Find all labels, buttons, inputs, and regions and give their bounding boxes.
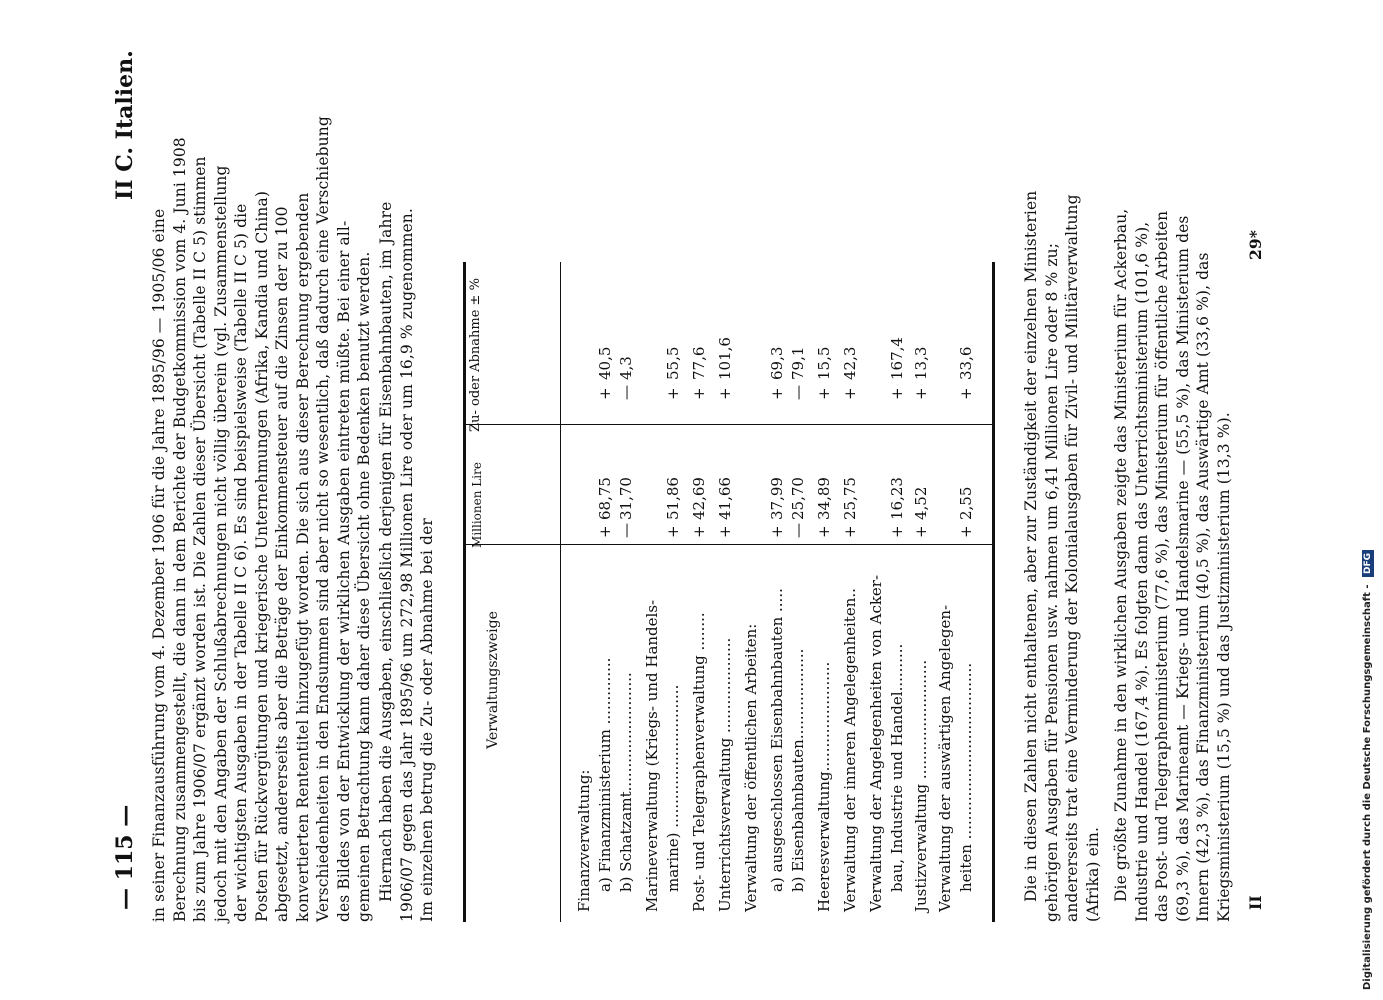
change-sign: +	[815, 387, 833, 400]
change-value: 55,5	[664, 346, 682, 380]
change-sign: +	[957, 387, 975, 400]
paragraph1-line: Verschiedenheiten in den Endsummen sind aber nicht so wesentlich, daß dadurch eine Verschiebung	[314, 116, 332, 922]
change-value: 69,3	[768, 346, 786, 380]
paragraph4-line: Die größte Zunahme in den wirklichen Ausgaben zeigte das Ministerium für Ackerbau,	[1112, 208, 1130, 902]
table-row	[768, 260, 790, 920]
table-row	[690, 260, 712, 920]
table-row	[888, 260, 910, 920]
dfg-sidebar	[1360, 10, 1380, 990]
lire-sign: +	[815, 525, 833, 538]
row-label: Finanzverwaltung:	[575, 769, 593, 912]
table-row	[742, 260, 764, 920]
row-label: Verwaltung der Angelegenheiten von Acker-	[867, 574, 885, 912]
row-label: Marineverwaltung (Kriegs- und Handels-	[643, 599, 661, 912]
table-row	[789, 260, 811, 920]
lire-value: 51,86	[664, 477, 682, 520]
table-row	[815, 260, 837, 920]
change-value: 42,3	[841, 346, 859, 380]
change-value: 4,3	[617, 356, 635, 380]
row-label: b) Schatzamt.........................	[617, 672, 635, 892]
dfg-credit-text: Digitalisierung gefördert durch die Deutsche Forschungsgemeinschaft -	[1362, 584, 1373, 990]
lire-sign: +	[888, 525, 906, 538]
row-label: Verwaltung der auswärtigen Angelegen-	[936, 604, 954, 912]
change-value: 15,5	[815, 346, 833, 380]
change-value: 167,4	[888, 337, 906, 380]
paragraph2-line: Hiernach haben die Ausgaben, einschließlich derjenigen für Eisenbahnbauten, im Jahre	[377, 201, 395, 902]
change-value: 33,6	[957, 346, 975, 380]
paragraph3-line: andererseits trat eine Verminderung der Kolonialausgaben für Zivil- und Militärverwaltung	[1063, 194, 1081, 922]
lire-sign: —	[617, 523, 635, 538]
row-label: Heeresverwaltung.......................	[815, 661, 833, 912]
table-bottom-rule	[992, 262, 995, 922]
paragraph4-line: Innern (42,3 %), das Finanzministerium (40,5 %), das Auswärtige Amt (33,6 %), das	[1194, 252, 1212, 922]
paragraph2-line: 1906/07 gegen das Jahr 1895/96 um 272,98 Millionen Lire oder um 16,9 % zugenommen.	[397, 208, 416, 922]
lire-sign: +	[912, 525, 930, 538]
paragraph1-line: Posten für Rückvergütungen und kriegerische Unternehmungen (Afrika, Kandia und China)	[252, 190, 271, 922]
paragraph1-line: gemeinen Betrachtung kann daher diese Übersicht ohne Bedenken benutzt werden.	[355, 251, 373, 922]
change-value: 101,6	[716, 337, 734, 380]
lire-sign: +	[841, 525, 859, 538]
lire-sign: +	[664, 525, 682, 538]
table-top-rule	[463, 262, 466, 922]
row-label: Verwaltung der öffentlichen Arbeiten:	[742, 623, 760, 912]
paragraph3-line: Die in diesen Zahlen nicht enthaltenen, aber zur Zuständigkeit der einzelnen Ministerien	[1022, 190, 1040, 902]
table-row	[643, 260, 665, 920]
paragraph2-line: Im einzelnen betrug die Zu- oder Abnahme bei der	[418, 518, 436, 922]
lire-value: 68,75	[596, 477, 614, 520]
row-label: marine) ..............................	[664, 684, 682, 892]
table-row	[575, 260, 597, 920]
paragraph1-line: in seiner Finanzausführung vom 4. Dezember 1906 für die Jahre 1895/96 — 1905/06 eine	[150, 208, 168, 922]
change-value: 79,1	[789, 346, 807, 380]
lire-value: 31,70	[617, 477, 635, 520]
table-row	[716, 260, 738, 920]
row-label: Justizverwaltung .........................	[912, 659, 930, 912]
change-sign: +	[664, 387, 682, 400]
row-label: Unterrichtsverwaltung ....................	[716, 637, 734, 912]
table-header-change: Zu- oder Abnahme ± %	[468, 278, 483, 432]
lire-sign: +	[690, 525, 708, 538]
lire-value: 42,69	[690, 477, 708, 520]
lire-value: 25,75	[841, 477, 859, 520]
dfg-logo: DFG	[1362, 550, 1374, 577]
paragraph1-line: Berechnung zusammengestellt, die dann in dem Berichte der Budgetkommission vom 4. Juni 1908	[170, 137, 189, 922]
change-sign: +	[888, 387, 906, 400]
lire-sign: —	[789, 523, 807, 538]
paragraph4-line: (69,3 %), das Marineamt — Kriegs- und Handelsmarine — (55,5 %), das Ministerium des	[1173, 215, 1192, 922]
change-value: 77,6	[690, 346, 708, 380]
lire-value: 37,99	[768, 477, 786, 520]
lire-sign: +	[768, 525, 786, 538]
paragraph3-line: gehörigen Ausgaben für Pensionen usw. nahmen um 6,41 Millionen Lire oder 8 % zu;	[1042, 242, 1061, 922]
change-sign: —	[789, 385, 807, 400]
row-label: b) Eisenbahnbauten...................	[789, 648, 807, 892]
change-sign: +	[768, 387, 786, 400]
table-header-rule	[560, 262, 561, 922]
paragraph4-line: Kriegsministerium (15,5 %) und das Justizministerium (13,3 %).	[1214, 412, 1233, 922]
table-header-lire: Millionen Lire	[470, 462, 484, 548]
change-sign: +	[716, 387, 734, 400]
section-title: II C. Italien.	[112, 50, 138, 200]
lire-value: 34,89	[815, 477, 833, 520]
paragraph1-line: der wichtigsten Ausgaben in der Tabelle II C 6). Es sind beispielsweise (Tabelle II C 5) die	[232, 203, 250, 922]
table-row	[912, 260, 934, 920]
table-row	[841, 260, 863, 920]
table-header-branch: Verwaltungszweige	[485, 611, 501, 749]
lire-value: 4,52	[912, 486, 930, 520]
sheet-mark: 29*	[1246, 230, 1265, 260]
paragraph1-line: des Bildes von der Entwicklung der wirklichen Ausgaben eintreten müßte. Bei einer all-	[334, 220, 353, 922]
lire-sign: +	[957, 525, 975, 538]
page-number: — 115 —	[112, 804, 138, 910]
lire-value: 16,23	[888, 477, 906, 520]
lire-value: 2,55	[957, 486, 975, 520]
paragraph1-line: konvertierten Rententitel hinzugefügt worden. Die sich aus dieser Berechnung ergebenden	[293, 192, 312, 922]
paragraph1-line: abgesetzt, andererseits aber die Beträge der Einkommensteuer auf die Zinsen der zu 100	[273, 206, 291, 922]
table-row	[936, 260, 958, 920]
change-value: 13,3	[912, 346, 930, 380]
row-label: a) Finanzministerium ..............	[596, 657, 614, 892]
row-label: Post- und Telegraphenverwaltung ........	[690, 612, 708, 912]
table-row	[596, 260, 618, 920]
row-label: Verwaltung der inneren Angelegenheiten..	[841, 588, 859, 912]
lire-sign: +	[716, 525, 734, 538]
change-sign: +	[841, 387, 859, 400]
change-value: 40,5	[596, 346, 614, 380]
lire-sign: +	[596, 525, 614, 538]
paragraph4-line: Industrie und Handel (167,4 %). Es folgten dann das Unterrichtsministerium (101,6 %),	[1132, 221, 1151, 922]
row-label: heiten .....................................	[957, 662, 975, 892]
table-row	[867, 260, 889, 920]
change-sign: +	[596, 387, 614, 400]
lire-value: 25,70	[789, 477, 807, 520]
table-row	[617, 260, 639, 920]
change-sign: —	[617, 385, 635, 400]
table-row	[664, 260, 686, 920]
row-label: bau, Industrie und Handel..........	[888, 643, 906, 892]
table-row	[957, 260, 979, 920]
paragraph1-line: jedoch mit den Angaben der Schlußabrechnungen nicht völlig überein (vgl. Zusammenstellung	[211, 165, 230, 922]
paragraph1-line: bis zum Jahre 1906/07 ergänzt worden ist. Die Zahlen dieser Übersicht (Tabelle II C 5) stimmen	[191, 156, 209, 922]
paragraph3-line: (Afrika) ein.	[1083, 826, 1102, 922]
paragraph4-line: das Post- und Telegraphenministerium (77,6 %), das Ministerium für öffentliche Arbeiten	[1153, 210, 1171, 922]
row-label: a) ausgeschlossen Eisenbahnbauten .....	[768, 588, 786, 892]
lire-value: 41,66	[716, 477, 734, 520]
signature-mark: II	[1246, 895, 1265, 910]
change-sign: +	[912, 387, 930, 400]
change-sign: +	[690, 387, 708, 400]
